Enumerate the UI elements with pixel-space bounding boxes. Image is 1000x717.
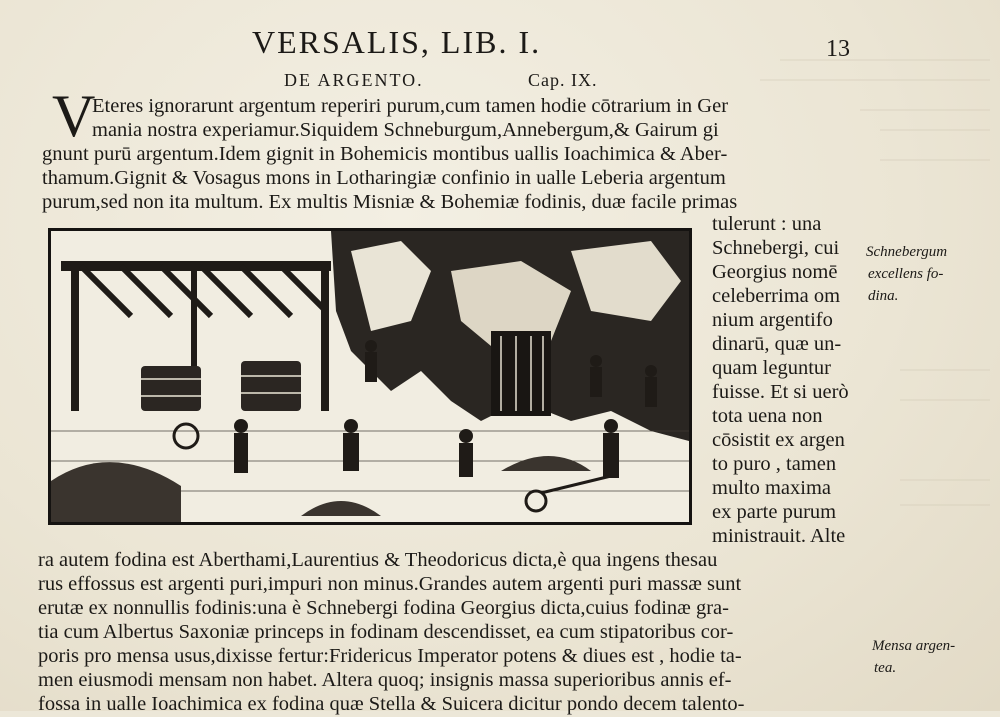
text-line: gnunt purū argentum.Idem gignit in Bohemicis montibus uallis Ioachimica & Aber-	[42, 143, 728, 165]
margin-note-line: dina.	[868, 288, 899, 304]
side-text-line: Schnebergi, cui	[712, 237, 840, 259]
text-line: poris pro mensa usus,dixisse fertur:Fridericus Imperator potens & diues est , hodie ta-	[38, 645, 742, 667]
chapter-number: Cap. IX.	[528, 70, 598, 90]
running-title: VERSALIS, LIB. I.	[252, 24, 542, 60]
text-line: ra autem fodina est Aberthami,Laurentius & Theodoricus dicta,è qua ingens thesau	[38, 549, 718, 571]
side-text-line: nium argentifo	[712, 309, 833, 331]
side-text-line: dinarū, quæ un-	[712, 333, 842, 355]
side-text-line: ministrauit. Alte	[712, 525, 846, 547]
drop-cap: V	[52, 83, 96, 149]
side-text-line: tota uena non	[712, 405, 823, 427]
text-line: purum,sed non ita multum. Ex multis Misniæ & Bohemiæ fodinis, duæ facile primas	[42, 191, 738, 213]
margin-note-line: tea.	[874, 660, 897, 676]
text-line: men eiusmodi mensam non habet. Altera quoq; insignis massa superioribus annis ef-	[38, 669, 732, 691]
woodcut-mining-scene-icon	[51, 231, 689, 522]
text-line: rus effossus est argenti puri,impuri non minus.Grandes autem argenti puri massæ sunt	[38, 573, 742, 595]
text-line: Eteres ignorarunt argentum reperiri purum,cum tamen hodie cōtrarium in Ger	[92, 95, 729, 117]
woodcut-illustration	[48, 228, 692, 525]
text-line: mania nostra experiamur.Siquidem Schneburgum,Annebergum,& Gairum gi	[92, 119, 719, 141]
text-line: thamum.Gignit & Vosagus mons in Lotharingiæ confinio in ualle Leberia argentum	[42, 167, 726, 189]
side-text-line: to puro , tamen	[712, 453, 837, 475]
text-line: fossa in ualle Ioachimica ex fodina quæ Stella & Suicera dicitur pondo decem talento-	[38, 693, 745, 715]
side-text-line: Georgius nomē	[712, 261, 838, 283]
side-text-line: multo maxima	[712, 477, 831, 499]
margin-note-line: Schnebergum	[866, 244, 948, 260]
text-line: tia cum Albertus Saxoniæ princeps in fodinam descendisset, ea cum stipatoribus cor-	[38, 621, 734, 643]
chapter-title: DE ARGENTO.	[284, 70, 424, 90]
margin-note-line: Mensa argen-	[872, 638, 956, 654]
side-text-line: celeberrima om	[712, 285, 841, 307]
text-line: erutæ ex nonnullis fodinis:una è Schnebergi fodina Georgius dicta,cuius fodinæ gra-	[38, 597, 729, 619]
page-number: 13	[826, 36, 850, 62]
side-text-line: quam leguntur	[712, 357, 831, 379]
side-text-line: ex parte purum	[712, 501, 837, 523]
margin-note-line: excellens fo-	[868, 266, 944, 282]
side-text-line: cōsistit ex argen	[712, 429, 845, 451]
side-text-line: fuisse. Et si uerò	[712, 381, 849, 403]
side-text-line: tulerunt : una	[712, 213, 822, 235]
